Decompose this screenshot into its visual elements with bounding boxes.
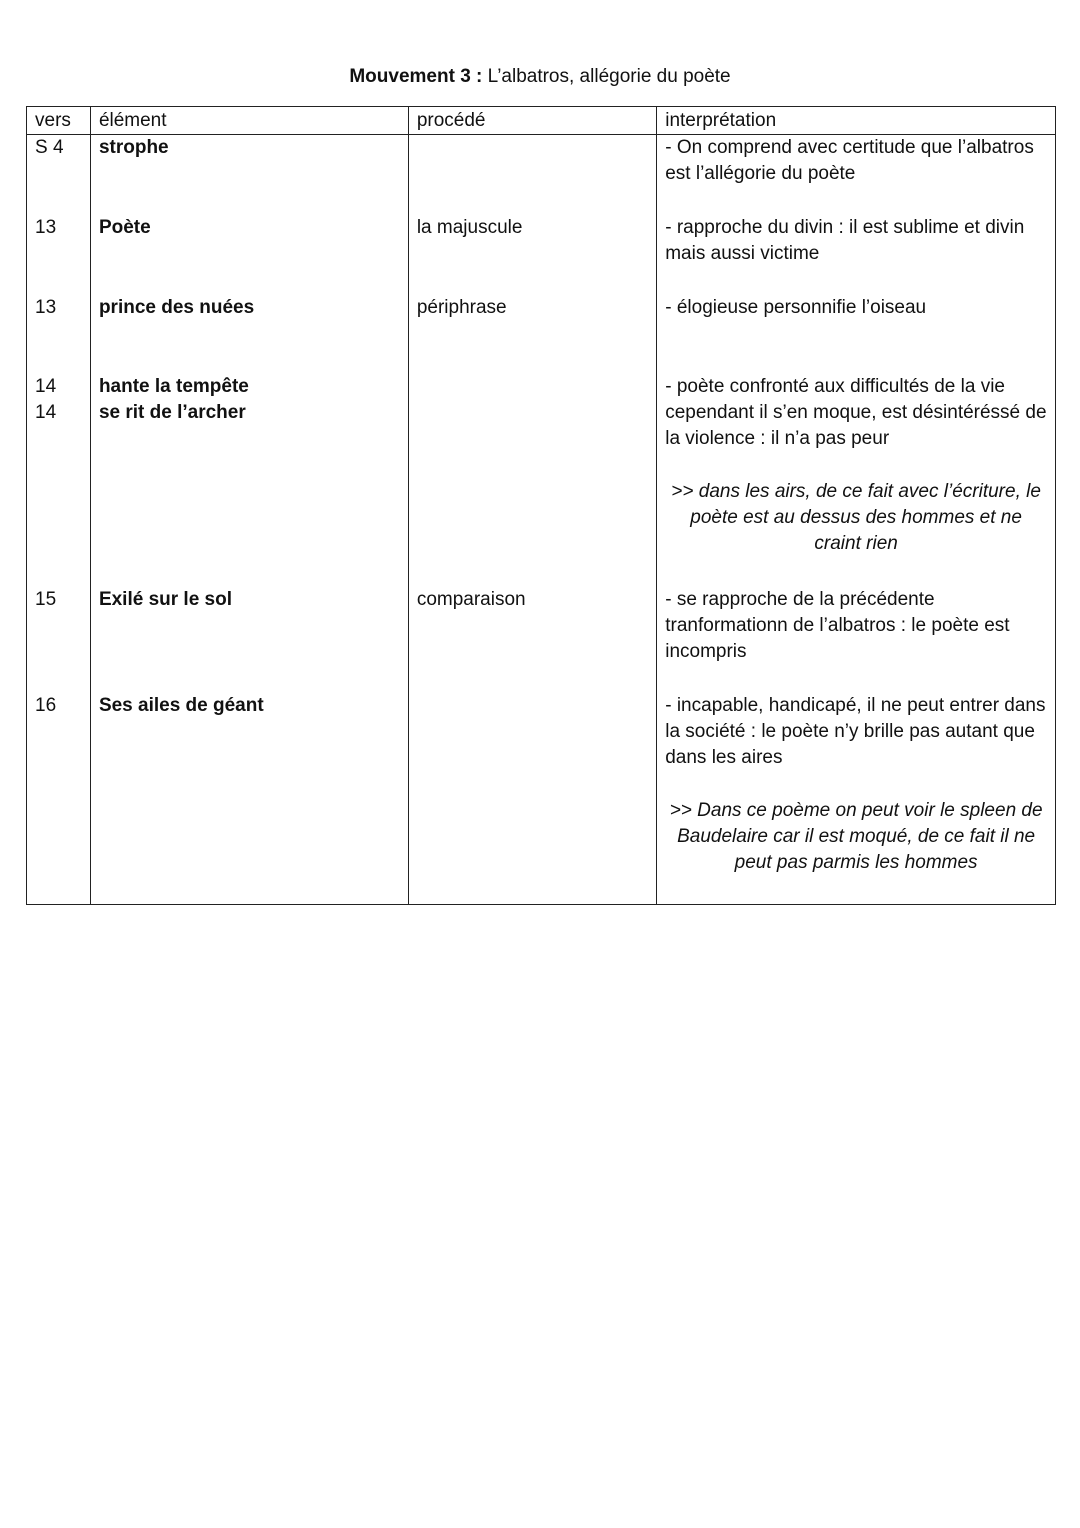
vers-value: 13 [35, 216, 57, 238]
cell-procede [408, 135, 656, 215]
cell-interpretation [657, 215, 1056, 295]
element-value: Exilé sur le sol [98, 588, 233, 610]
cell-interpretation [657, 693, 1056, 905]
cell-interpretation [657, 587, 1056, 693]
cell-element [90, 693, 408, 905]
element-value: Poète [98, 216, 151, 238]
cell-element [90, 135, 408, 215]
header-vers: vers [27, 107, 91, 135]
cell-element [90, 374, 408, 587]
element-value: Ses ailes de géant [98, 694, 264, 716]
interpretation-text: - se rapproche de la précédente tranformationn de l’albatros : le poète est incompris [665, 588, 1010, 662]
vers-value: 13 [35, 296, 57, 318]
cell-vers [27, 693, 91, 905]
table-row [27, 693, 1056, 905]
table-row [27, 295, 1056, 374]
title-bold: Mouvement 3 : [349, 66, 483, 87]
vers-value: 14 [35, 401, 57, 423]
cell-vers [27, 215, 91, 295]
cell-procede [408, 295, 656, 374]
conclusion-note: >> Dans ce poème on peut voir le spleen de Baudelaire car il est moqué, de ce fait il ne peut pas parmis les hommes [669, 799, 1043, 873]
table-row [27, 215, 1056, 295]
procede-value: la majuscule [416, 216, 523, 238]
vers-value: S 4 [35, 137, 64, 158]
conclusion-note: >> dans les airs, de ce fait avec l’écriture, le poète est au dessus des hommes et ne craint rien [671, 480, 1041, 554]
cell-vers [27, 295, 91, 374]
page-title [0, 66, 1080, 88]
interpretation-text: - incapable, handicapé, il ne peut entrer dans la société : le poète n’y brille pas autant que dans les aires [665, 694, 1046, 768]
vers-value: 14 [35, 375, 57, 397]
cell-element [90, 215, 408, 295]
cell-procede [408, 693, 656, 905]
cell-vers [27, 374, 91, 587]
cell-procede [408, 374, 656, 587]
cell-interpretation [657, 135, 1056, 215]
procede-value: périphrase [416, 296, 507, 318]
cell-element [90, 295, 408, 374]
interpretation-text: - élogieuse personnifie l’oiseau [665, 296, 927, 318]
interpretation-text: - poète confronté aux difficultés de la vie cependant il s’en moque, est désintéréssé de la violence : il n’a pas peur [665, 375, 1047, 449]
element-value: se rit de l’archer [98, 401, 246, 423]
element-value: strophe [98, 137, 169, 158]
cell-interpretation [657, 295, 1056, 374]
analysis-table [26, 106, 1056, 905]
header-interpretation: interprétation [657, 107, 1056, 135]
interpretation-text: - On comprend avec certitude que l’albatros est l’allégorie du poète [665, 137, 1034, 184]
procede-value: comparaison [416, 588, 526, 610]
table-row [27, 587, 1056, 693]
vers-value: 15 [35, 588, 57, 610]
title-rest: L’albatros, allégorie du poète [482, 66, 731, 87]
cell-element [90, 587, 408, 693]
vers-value: 16 [35, 694, 57, 716]
table-header-row [27, 107, 1056, 135]
element-value: hante la tempête [98, 375, 249, 397]
element-value: prince des nuées [98, 296, 255, 318]
table-row [27, 135, 1056, 215]
cell-vers [27, 587, 91, 693]
header-procede: procédé [408, 107, 656, 135]
cell-vers [27, 135, 91, 215]
cell-procede [408, 587, 656, 693]
header-element: élément [90, 107, 408, 135]
table-row [27, 374, 1056, 587]
cell-procede [408, 215, 656, 295]
interpretation-text: - rapproche du divin : il est sublime et divin mais aussi victime [665, 216, 1025, 264]
cell-interpretation [657, 374, 1056, 587]
